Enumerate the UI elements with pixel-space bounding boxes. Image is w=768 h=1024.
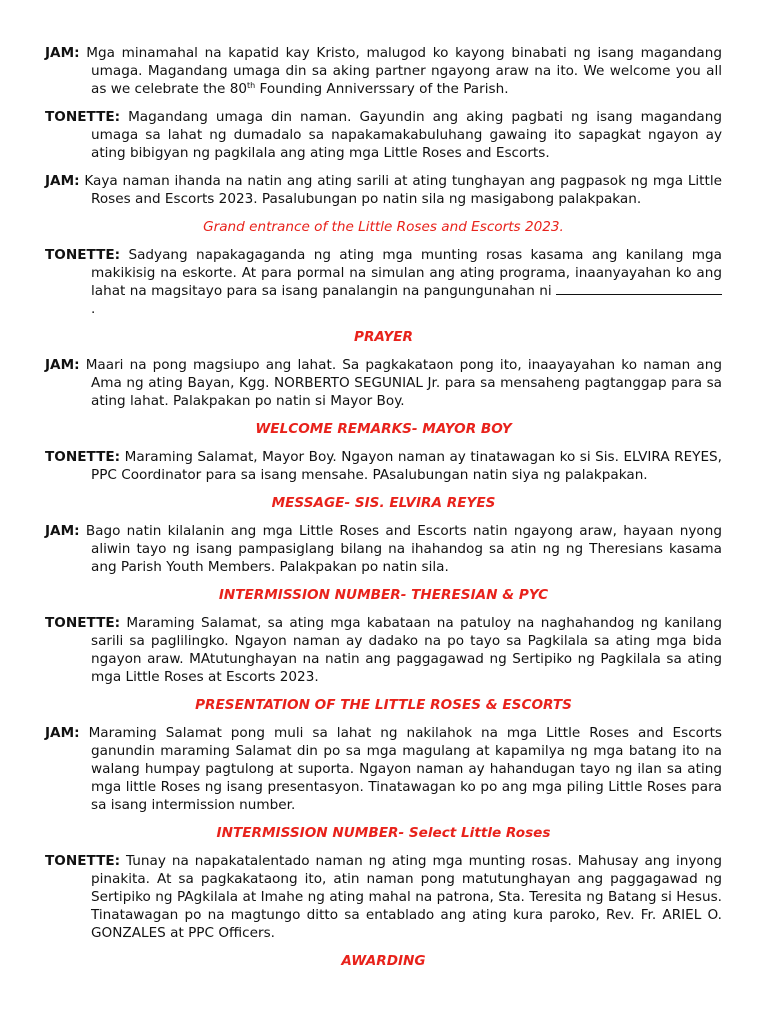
dialogue-text: Kaya naman ihanda na natin ang ating sarili at ating tunghayan ang pagpasok ng mga Little Roses and Escorts 2023. Pasalubungan po natin sila ng masigabong palakpakan. [84,173,722,207]
ordinal-superscript: th [247,81,256,90]
dialogue-paragraph [45,724,722,814]
dialogue-paragraph [45,522,722,576]
dialogue-paragraph [45,172,722,208]
speaker-label-jam: JAM: [45,45,80,61]
dialogue-paragraph [45,44,722,98]
section-heading: WELCOME REMARKS- MAYOR BOY [255,421,512,437]
speaker-label-jam: JAM: [45,173,80,189]
dialogue-text: Bago natin kilalanin ang mga Little Roses and Escorts natin ngayong araw, hayaan nyong aliwin tayo ng isang pampasiglang bilang na ihahandog sa atin ng ng Theresians kasama ang Parish Youth Members. Palakpakan po natin sila. [85,523,722,575]
dialogue-paragraph [45,108,722,162]
dialogue-text-tail: . [91,301,96,317]
section-heading: PRESENTATION OF THE LITTLE ROSES & ESCORTS [195,697,572,713]
speaker-label-tonette: TONETTE: [45,449,121,465]
speaker-label-tonette: TONETTE: [45,615,121,631]
speaker-label-tonette: TONETTE: [45,247,121,263]
fill-in-blank-line [556,282,722,295]
speaker-label-tonette: TONETTE: [45,109,121,125]
dialogue-text: Maraming Salamat pong muli sa lahat ng nakilahok na mga Little Roses and Escorts ganundin maraming Salamat din po sa mga magulang at kapamilya ng mga batang ito na walang humpay pagtulong at suporta. Ngayon naman ay hahandugan tayo ng ilan sa ating mga little Roses ng isang presentasyon. Tinatawagan ko po ang mga piling Little Roses para sa isang intermission number. [88,725,722,813]
dialogue-paragraph [45,852,722,942]
speaker-label-jam: JAM: [45,357,80,373]
dialogue-text: Tunay na napakatalentado naman ng ating mga munting rosas. Mahusay ang inyong pinakita. At sa pagkakataong ito, atin naman pong matutunghayan ang paggagawad ng Sertipiko ng PAgkilala at Imahe ng ating mahal na patrona, Sta. Teresita ng Batang si Hesus. Tinatawagan po na magtungo ditto sa entablado ang ating kura paroko, Rev. Fr. ARIEL O. GONZALES at PPC Officers. [91,853,722,941]
speaker-label-jam: JAM: [45,725,80,741]
speaker-label-tonette: TONETTE: [45,853,121,869]
dialogue-paragraph [45,448,722,484]
dialogue-text: Maraming Salamat, Mayor Boy. Ngayon naman ay tinatawagan ko si Sis. ELVIRA REYES, PPC Coordinator para sa isang mensahe. PAsalubungan natin siya ng palakpakan. [91,449,723,483]
section-heading: AWARDING [341,953,426,969]
dialogue-paragraph [45,614,722,686]
dialogue-text: Magandang umaga din naman. Gayundin ang aking pagbati ng isang magandang umaga sa lahat ng dumadalo sa napakamakabuluhang gawaing ito sapagkat ngayon ay ating bibigyan ng pagkilala ang ating mga Little Roses and Escorts. [91,109,722,161]
section-heading: INTERMISSION NUMBER- Select Little Roses [216,825,551,841]
dialogue-paragraph [45,246,722,318]
section-heading: MESSAGE- SIS. ELVIRA REYES [271,495,496,511]
dialogue-text: Sadyang napakagaganda ng ating mga munting rosas kasama ang kanilang mga makikisig na eskorte. At para pormal na simulan ang ating programa, inaanyayahan ko ang lahat na magsitayo para sa isang panalangin na pangungunahan ni [91,247,722,299]
dialogue-text-tail: Founding Anniverssary of the Parish. [255,81,509,97]
dialogue-text: Maraming Salamat, sa ating mga kabataan na patuloy na naghahandog ng kanilang sarili sa paglilingko. Ngayon naman ay dadako na po tayo sa Pagkilala sa ating mga bida ngayon araw. MAtutunghayan na natin ang paggagawad ng Sertipiko ng Pagkilala sa ating mga Little Roses at Escorts 2023. [91,615,722,685]
dialogue-text: Mga minamahal na kapatid kay Kristo, malugod ko kayong binabati ng isang magandang umaga. Magandang umaga din sa aking partner ngayong araw na ito. We welcome you all as we celebrate the 80 [86,45,722,97]
dialogue-text: Maari na pong magsiupo ang lahat. Sa pagkakataon pong ito, inaayayahan ko naman ang Ama ng ating Bayan, Kgg. NORBERTO SEGUNIAL Jr. para sa mensaheng pagtanggap para sa ating lahat. Palakpakan po natin si Mayor Boy. [85,357,722,409]
section-heading: Grand entrance of the Little Roses and Escorts 2023. [203,219,564,235]
speaker-label-jam: JAM: [45,523,80,539]
section-heading: INTERMISSION NUMBER- THERESIAN & PYC [218,587,549,603]
section-heading: PRAYER [354,329,413,345]
dialogue-paragraph [45,356,722,410]
